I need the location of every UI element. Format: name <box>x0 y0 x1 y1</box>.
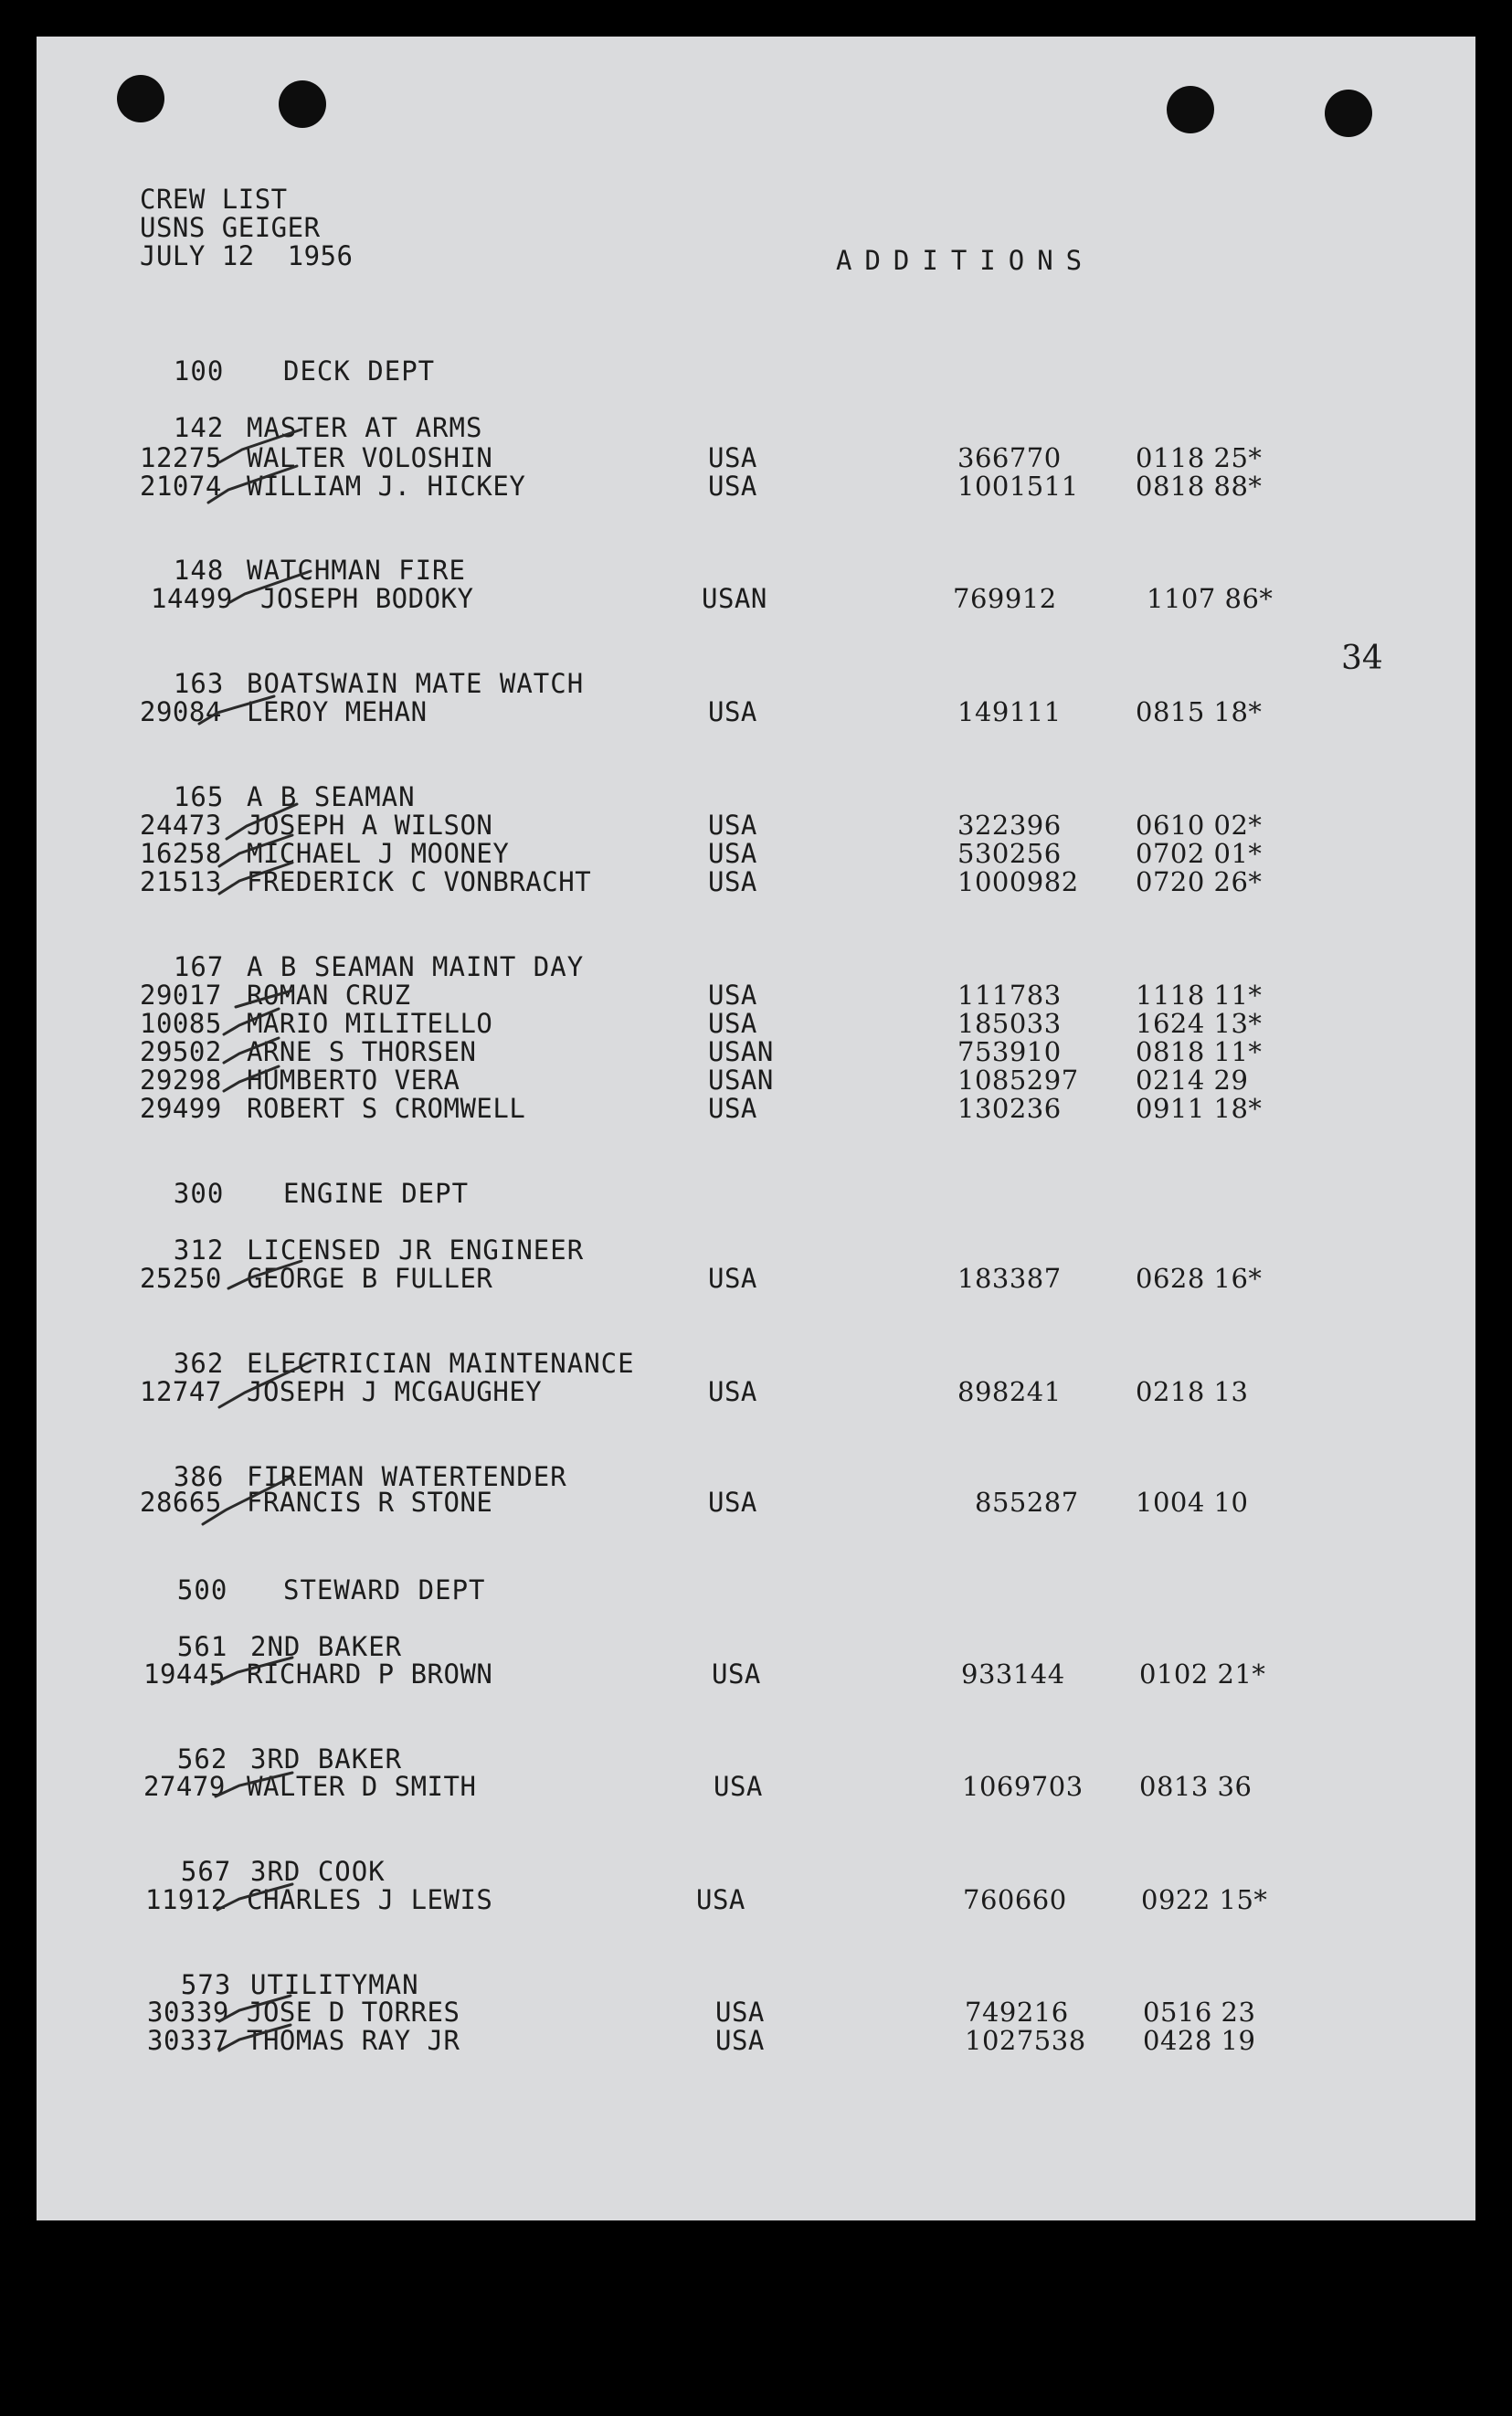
section-label: 3RD COOK <box>250 1856 386 1887</box>
crew-name: HUMBERTO VERA <box>247 1065 460 1096</box>
section-label: ENGINE DEPT <box>283 1178 470 1209</box>
section-heading <box>140 1150 470 1209</box>
crew-nationality: USA <box>708 471 757 502</box>
crew-ref: 0102 21* <box>1139 1658 1266 1690</box>
section-code: 148 <box>173 555 225 586</box>
crew-row <box>0 811 1512 840</box>
crew-number: 25250 <box>140 1263 222 1294</box>
crew-name: FRANCIS R STONE <box>247 1487 493 1518</box>
crew-name: GEORGE B FULLER <box>247 1263 493 1294</box>
crew-id: 749216 <box>965 1997 1069 2028</box>
crew-id: 898241 <box>957 1376 1062 1407</box>
section-heading <box>140 923 585 982</box>
crew-name: FREDERICK C VONBRACHT <box>247 866 592 897</box>
crew-name: ARNE S THORSEN <box>247 1036 477 1067</box>
crew-row <box>0 867 1512 896</box>
section-label: A B SEAMAN MAINT DAY <box>247 951 585 982</box>
crew-id: 185033 <box>957 1008 1062 1039</box>
crew-id: 183387 <box>957 1263 1062 1294</box>
crew-number: 24473 <box>140 810 222 841</box>
crew-ref: 0214 29 <box>1136 1065 1249 1096</box>
crew-row <box>0 1009 1512 1038</box>
crew-number: 29499 <box>140 1093 222 1124</box>
additions-heading: ADDITIONS <box>836 245 1095 276</box>
crew-row <box>0 1377 1512 1406</box>
section-label: STEWARD DEPT <box>283 1574 486 1605</box>
crew-row <box>0 839 1512 868</box>
crew-nationality: USA <box>708 1263 757 1294</box>
section-label: ELECTRICIAN MAINTENANCE <box>247 1348 635 1379</box>
crew-ref: 0813 36 <box>1139 1771 1253 1802</box>
crew-row <box>0 1659 1512 1689</box>
crew-id: 1000982 <box>957 866 1079 897</box>
crew-number: 29298 <box>140 1065 222 1096</box>
section-label: A B SEAMAN <box>247 781 416 812</box>
crew-row <box>0 1094 1512 1123</box>
crew-number: 21513 <box>140 866 222 897</box>
section-code: 567 <box>180 1856 232 1887</box>
crew-number: 14499 <box>151 583 233 614</box>
section-label: UTILITYMAN <box>250 1969 419 2000</box>
crew-id: 530256 <box>957 838 1062 869</box>
section-heading <box>140 327 436 387</box>
crew-name: WALTER D SMITH <box>247 1771 477 1802</box>
section-heading <box>143 1603 403 1662</box>
crew-row <box>0 1885 1512 1914</box>
crew-nationality: USA <box>696 1884 745 1915</box>
crew-nationality: USA <box>708 980 757 1011</box>
crew-ref: 0720 26* <box>1136 866 1263 897</box>
crew-name: MARIO MILITELLO <box>247 1008 493 1039</box>
crew-ref: 0818 88* <box>1136 471 1263 502</box>
crew-number: 19445 <box>143 1658 226 1690</box>
crew-number: 30337 <box>147 2025 229 2056</box>
crew-ref: 0628 16* <box>1136 1263 1263 1294</box>
crew-ref: 1107 86* <box>1147 583 1274 614</box>
section-code: 561 <box>176 1631 228 1662</box>
section-heading <box>140 640 585 699</box>
crew-number: 28665 <box>140 1487 222 1518</box>
crew-ref: 0516 23 <box>1143 1997 1256 2028</box>
section-heading <box>140 384 483 443</box>
section-heading <box>140 753 416 812</box>
section-code: 167 <box>173 951 225 982</box>
crew-row <box>0 980 1512 1010</box>
section-label: MASTER AT ARMS <box>247 412 483 443</box>
crew-ref: 1004 10 <box>1136 1487 1249 1518</box>
crew-id: 753910 <box>957 1036 1062 1067</box>
crew-row <box>0 443 1512 472</box>
crew-name: JOSEPH A WILSON <box>247 810 493 841</box>
punch-hole <box>1325 90 1372 137</box>
crew-ref: 0610 02* <box>1136 810 1263 841</box>
crew-number: 10085 <box>140 1008 222 1039</box>
crew-id: 855287 <box>975 1487 1079 1518</box>
section-label: BOATSWAIN MATE WATCH <box>247 668 585 699</box>
crew-id: 1069703 <box>962 1771 1084 1802</box>
section-heading <box>140 526 466 586</box>
crew-row <box>0 2026 1512 2055</box>
section-code: 163 <box>173 668 225 699</box>
section-code: 386 <box>173 1461 225 1492</box>
crew-nationality: USA <box>715 2025 765 2056</box>
section-code: 500 <box>176 1574 228 1605</box>
crew-name: JOSE D TORRES <box>247 1997 460 2028</box>
punch-hole <box>117 75 164 122</box>
crew-nationality: USA <box>708 810 757 841</box>
crew-nationality: USA <box>708 1376 757 1407</box>
crew-id: 1027538 <box>965 2025 1086 2056</box>
crew-ref: 0922 15* <box>1141 1884 1268 1915</box>
crew-row <box>0 1488 1512 1517</box>
crew-nationality: USA <box>708 696 757 727</box>
section-heading <box>140 1206 585 1266</box>
section-code: 362 <box>173 1348 225 1379</box>
crew-nationality: USAN <box>702 583 767 614</box>
crew-id: 322396 <box>957 810 1062 841</box>
section-label: FIREMAN WATERTENDER <box>247 1461 567 1492</box>
section-heading <box>140 1319 635 1379</box>
crew-id: 1085297 <box>957 1065 1079 1096</box>
section-heading <box>143 1715 403 1775</box>
crew-id: 933144 <box>961 1658 1065 1690</box>
crew-name: ROMAN CRUZ <box>247 980 411 1011</box>
section-code: 100 <box>173 355 225 387</box>
crew-name: ROBERT S CROMWELL <box>247 1093 526 1124</box>
crew-ref: 0911 18* <box>1136 1093 1263 1124</box>
crew-nationality: USA <box>708 838 757 869</box>
crew-nationality: USA <box>708 1008 757 1039</box>
section-label: 3RD BAKER <box>250 1743 403 1775</box>
crew-name: RICHARD P BROWN <box>247 1658 493 1690</box>
crew-ref: 0428 19 <box>1143 2025 1256 2056</box>
crew-row <box>0 584 1512 613</box>
crew-number: 29084 <box>140 696 222 727</box>
section-code: 165 <box>173 781 225 812</box>
crew-name: MICHAEL J MOONEY <box>247 838 510 869</box>
section-heading <box>147 1828 386 1887</box>
crew-number: 30339 <box>147 1997 229 2028</box>
crew-ref: 0815 18* <box>1136 696 1263 727</box>
crew-name: JOSEPH BODOKY <box>260 583 474 614</box>
crew-row <box>0 1772 1512 1801</box>
crew-row <box>0 1264 1512 1293</box>
section-label: 2ND BAKER <box>250 1631 403 1662</box>
crew-id: 760660 <box>963 1884 1067 1915</box>
crew-ref: 0218 13 <box>1136 1376 1249 1407</box>
crew-name: LEROY MEHAN <box>247 696 428 727</box>
section-heading <box>140 1433 567 1492</box>
crew-ref: 1118 11* <box>1136 980 1263 1011</box>
crew-number: 12747 <box>140 1376 222 1407</box>
section-heading <box>143 1546 486 1605</box>
section-label: DECK DEPT <box>283 355 436 387</box>
crew-id: 111783 <box>957 980 1062 1011</box>
crew-nationality: USAN <box>708 1065 774 1096</box>
page-number: 34 <box>1341 640 1383 677</box>
crew-name: CHARLES J LEWIS <box>247 1884 493 1915</box>
crew-name: JOSEPH J MCGAUGHEY <box>247 1376 543 1407</box>
crew-number: 21074 <box>140 471 222 502</box>
doc-date: JULY 12 1956 <box>140 240 354 271</box>
crew-id: 1001511 <box>957 471 1079 502</box>
crew-number: 16258 <box>140 838 222 869</box>
crew-row <box>0 1065 1512 1095</box>
punch-hole <box>1167 86 1214 133</box>
section-code: 573 <box>180 1969 232 2000</box>
crew-id: 130236 <box>957 1093 1062 1124</box>
punch-hole <box>279 80 326 128</box>
section-label: LICENSED JR ENGINEER <box>247 1234 585 1266</box>
crew-ref: 0702 01* <box>1136 838 1263 869</box>
crew-row <box>0 1997 1512 2027</box>
crew-nationality: USA <box>708 442 757 473</box>
section-code: 562 <box>176 1743 228 1775</box>
crew-nationality: USA <box>714 1771 763 1802</box>
crew-nationality: USAN <box>708 1036 774 1067</box>
crew-row <box>0 697 1512 726</box>
crew-row <box>0 472 1512 501</box>
section-heading <box>147 1941 419 2000</box>
crew-ref: 0118 25* <box>1136 442 1263 473</box>
doc-title: CREW LIST <box>140 184 288 215</box>
vessel-name: USNS GEIGER <box>140 212 321 243</box>
crew-name: WALTER VOLOSHIN <box>247 442 493 473</box>
crew-id: 769912 <box>953 583 1057 614</box>
crew-number: 29017 <box>140 980 222 1011</box>
section-code: 312 <box>173 1234 225 1266</box>
crew-name: THOMAS RAY JR <box>247 2025 460 2056</box>
crew-name: WILLIAM J. HICKEY <box>247 471 526 502</box>
crew-nationality: USA <box>708 866 757 897</box>
crew-nationality: USA <box>715 1997 765 2028</box>
crew-number: 27479 <box>143 1771 226 1802</box>
section-code: 300 <box>173 1178 225 1209</box>
crew-id: 149111 <box>957 696 1062 727</box>
crew-ref: 1624 13* <box>1136 1008 1263 1039</box>
crew-number: 29502 <box>140 1036 222 1067</box>
crew-id: 366770 <box>957 442 1062 473</box>
crew-ref: 0818 11* <box>1136 1036 1263 1067</box>
crew-row <box>0 1037 1512 1066</box>
crew-nationality: USA <box>712 1658 761 1690</box>
crew-number: 11912 <box>145 1884 227 1915</box>
crew-nationality: USA <box>708 1093 757 1124</box>
crew-number: 12275 <box>140 442 222 473</box>
crew-nationality: USA <box>708 1487 757 1518</box>
section-label: WATCHMAN FIRE <box>247 555 466 586</box>
section-code: 142 <box>173 412 225 443</box>
